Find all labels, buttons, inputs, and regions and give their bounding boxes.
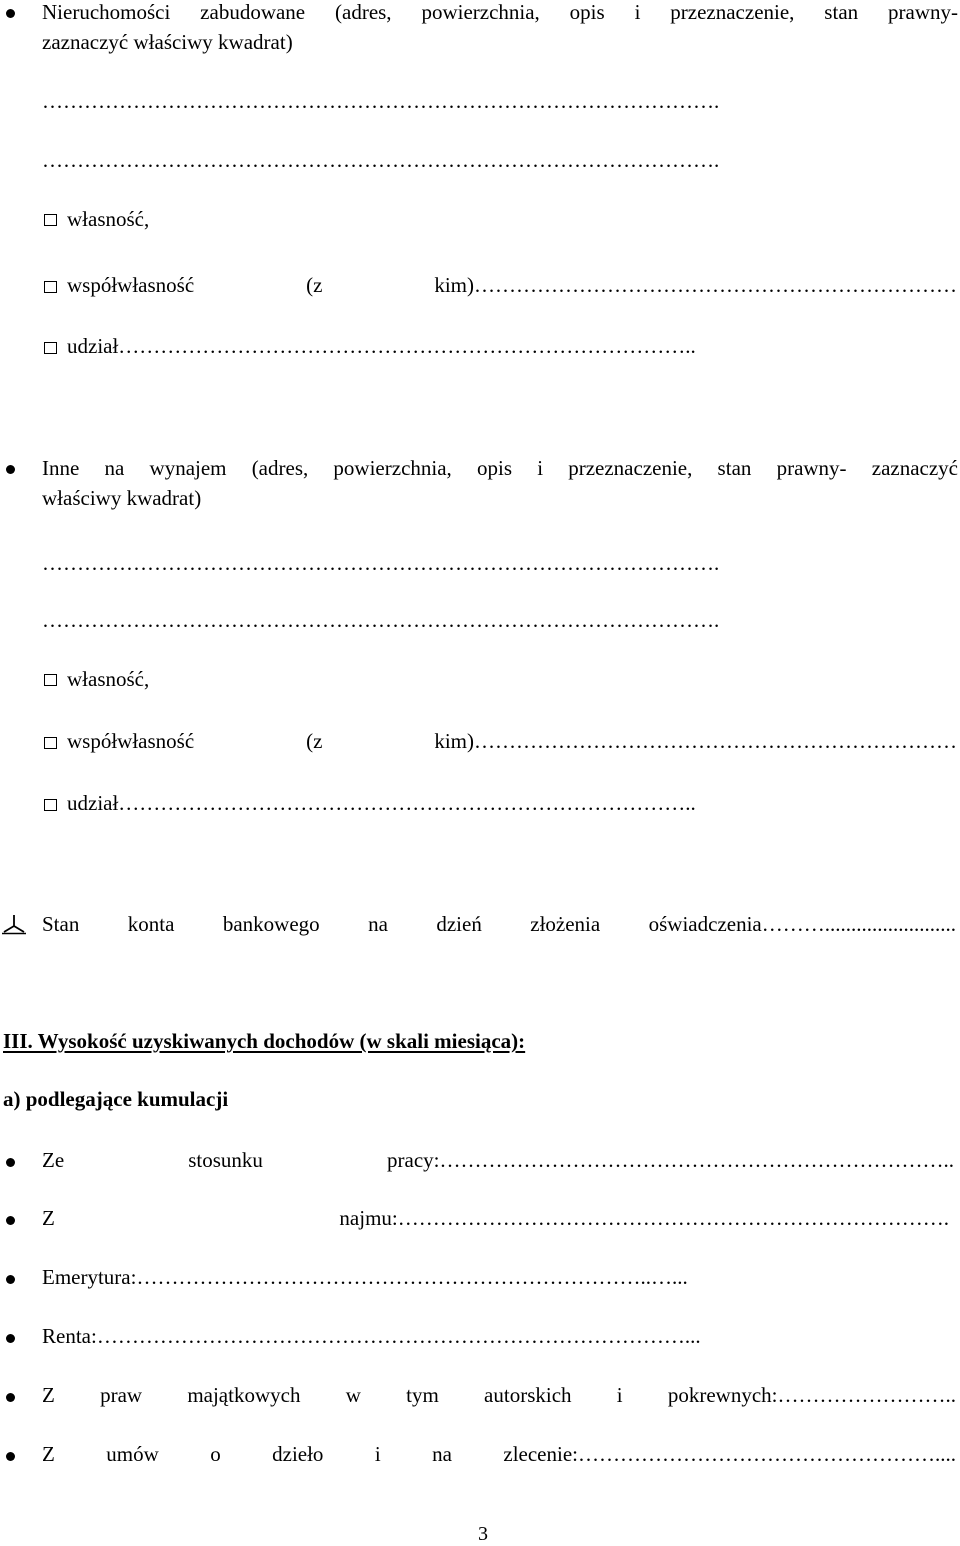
coownership-checkbox[interactable] [44,737,57,749]
coownership-label: współwłasność (z kim)…………………………………………………………… [67,729,957,753]
income-item-employment[interactable]: Ze stosunku pracy:……………………………………………………………….. [42,1148,954,1172]
triangle-symbol-icon [1,913,27,935]
rental-property-dots-2[interactable]: ……………………………………………………………………………………. [42,608,720,632]
share-label: udział……………………………………………………………………….. [67,791,696,815]
bullet-icon [6,1216,15,1225]
share-checkbox[interactable] [44,342,57,354]
coownership-checkbox[interactable] [44,281,57,293]
bullet-icon [6,1452,15,1461]
ownership-checkbox[interactable] [44,674,57,686]
ownership-checkbox[interactable] [44,214,57,226]
ownership-label: własność, [67,207,150,231]
income-item-pension[interactable]: Emerytura:………………………………………………………………..…... [42,1265,688,1289]
income-item-contracts[interactable]: Z umów o dzieło i na zlecenie:…………………………………………….... [42,1442,956,1466]
income-item-rental[interactable]: Z najmu:……………………………………………………………………. [42,1206,949,1230]
rental-property-text-line2: właściwy kwadrat) [42,486,202,510]
bank-account-text: Stan konta bankowego na dzień złożenia oświadczenia………......................... [42,912,956,936]
rental-property-dots-1[interactable]: ……………………………………………………………………………………. [42,551,720,575]
bullet-icon [6,1334,15,1343]
rental-property-text-line1: Inne na wynajem (adres, powierzchnia, opis i przeznaczenie, stan prawny- zaznaczyć [42,456,958,480]
built-property-dots-2[interactable]: ……………………………………………………………………………………. [42,148,720,172]
bullet-icon [6,9,15,18]
ownership-label: własność, [67,667,150,691]
built-property-dots-1[interactable]: ……………………………………………………………………………………. [42,89,720,113]
share-label: udział……………………………………………………………………….. [67,334,696,358]
built-property-text-line1: Nieruchomości zabudowane (adres, powierzchnia, opis i przeznaczenie, stan prawny- [42,0,958,24]
bullet-icon [6,465,15,474]
income-subheading: a) podlegające kumulacji [3,1087,229,1111]
bullet-icon [6,1158,15,1167]
built-property-text-line2: zaznaczyć właściwy kwadrat) [42,30,293,54]
income-heading: III. Wysokość uzyskiwanych dochodów (w skali miesiąca): [3,1029,526,1053]
page-number: 3 [478,1523,488,1545]
share-checkbox[interactable] [44,799,57,811]
coownership-label: współwłasność (z kim)…………………………………………………………… [67,273,957,297]
bullet-icon [6,1275,15,1284]
income-item-property-rights[interactable]: Z praw majątkowych w tym autorskich i pokrewnych:…………………….. [42,1383,956,1407]
bullet-icon [6,1393,15,1402]
income-item-annuity[interactable]: Renta:…………………………………………………………………………... [42,1324,701,1348]
